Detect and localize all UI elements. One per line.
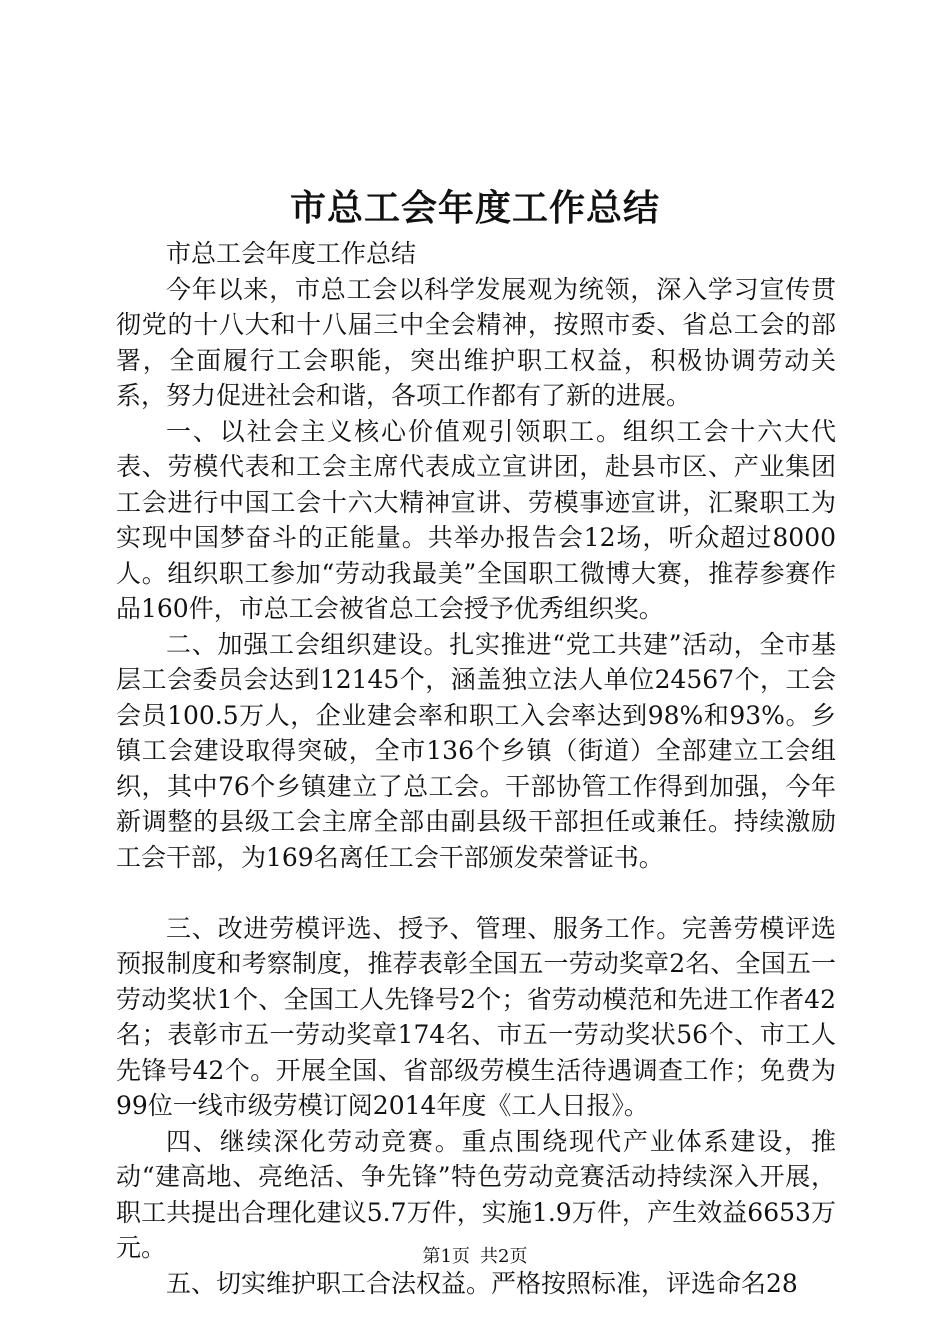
paragraph-section-5: 五、切实维护职工合法权益。严格按照标准，评选命名28 <box>166 1268 798 1298</box>
paragraph-section-4: 四、继续深化劳动竞赛。重点围绕现代产业体系建设，推动“建高地、亮绝活、争先锋”特色劳动竞赛活动持续深入开展，职工共提出合理化建议5.7万件，实施1.9万件，产生效益6653万元。 <box>116 1126 836 1262</box>
page-number: 第1页 <box>422 1246 470 1267</box>
document-body <box>116 236 836 1301</box>
paragraph-section-3: 三、改进劳模评选、授予、管理、服务工作。完善劳模评选预报制度和考察制度，推荐表彰全国五一劳动奖章2名、全国五一劳动奖状1个、全国工人先锋号2个；省劳动模范和先进工作者42名；表彰市五一劳动奖章174名、市五一劳动奖状56个、市工人先锋号42个。开展全国、省部级劳模生活待遇调查工作；免费为99位一线市级劳模订阅2014年度《工人日报》。 <box>116 913 836 1120</box>
paragraph-section-2: 二、加强工会组织建设。扎实推进“党工共建”活动，全市基层工会委员会达到12145个，涵盖独立法人单位24567个，工会会员100.5万人，企业建会率和职工入会率达到98%和93%。乡镇工会建设取得突破，全市136个乡镇（街道）全部建立工会组织，其中76个乡镇建立了总工会。干部协管工作得到加强，今年新调整的县级工会主席全部由副县级干部担任或兼任。持续激励工会干部，为169名离任工会干部颁发荣誉证书。 <box>116 629 836 872</box>
paragraph-subtitle: 市总工会年度工作总结 <box>166 239 417 268</box>
document-title: 市总工会年度工作总结 <box>289 187 660 229</box>
paragraph-section-1: 一、以社会主义核心价值观引领职工。组织工会十六大代表、劳模代表和工会主席代表成立宣讲团，赴县市区、产业集团工会进行中国工会十六大精神宣讲、劳模事迹宣讲，汇聚职工为实现中国梦奋斗的正能量。共举办报告会12场，听众超过8000人。组织职工参加“劳动我最美”全国职工微博大赛，推荐参赛作品160件，市总工会被省总工会授予优秀组织奖。 <box>116 416 836 623</box>
paragraph-intro: 今年以来，市总工会以科学发展观为统领，深入学习宣传贯彻党的十八大和十八届三中全会精神，按照市委、省总工会的部署，全面履行工会职能，突出维护职工权益，积极协调劳动关系，努力促进社会和谐，各项工作都有了新的进展。 <box>116 274 836 410</box>
page-total: 共2页 <box>480 1246 528 1267</box>
page-footer <box>0 1245 950 1269</box>
